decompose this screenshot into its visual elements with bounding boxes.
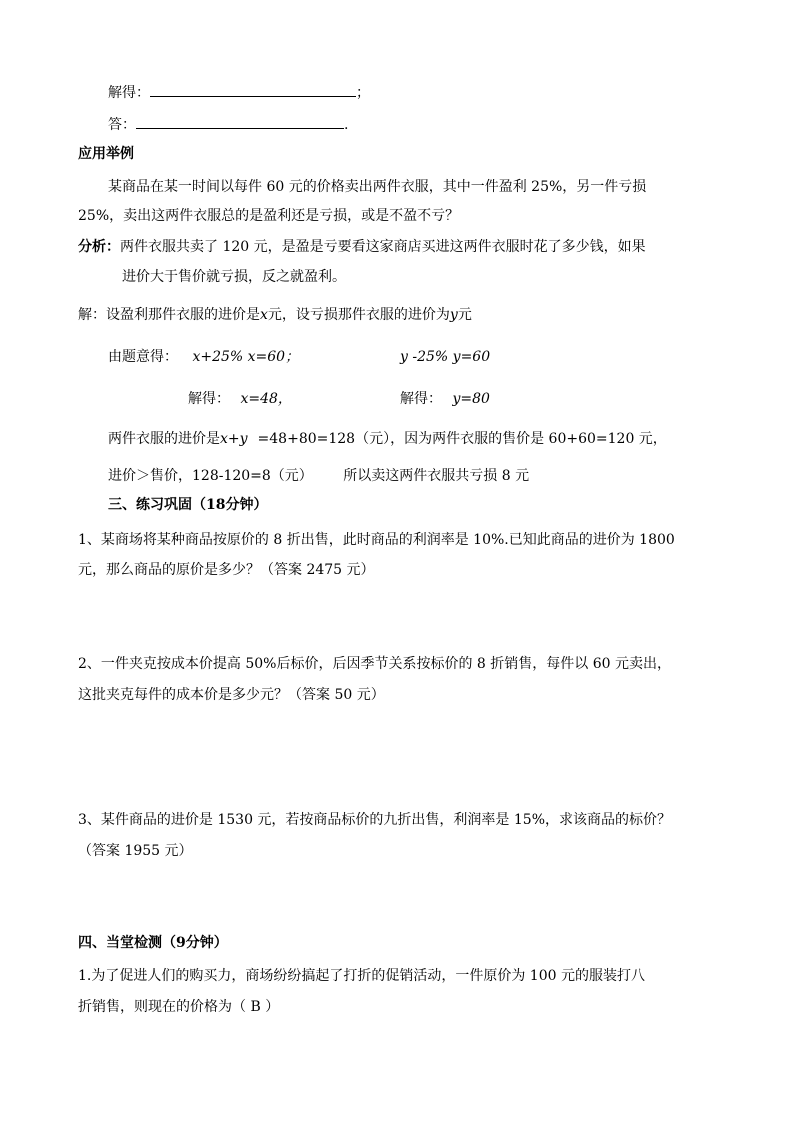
equation-2: y -25% y=60	[400, 349, 491, 365]
cost-text-a: 两件衣服的进价是	[108, 431, 220, 447]
cost-xy: x+y	[220, 431, 248, 447]
practice-q1-line-2: 元，那么商品的原价是多少？（答案 2475 元）	[78, 562, 375, 578]
example-heading: 应用举例	[78, 146, 134, 162]
cost-text-b: =48+80=128（元），因为两件衣服的售价是 60+60=120 元，	[257, 431, 667, 447]
test-q1-line-1: 1.为了促进人们的购买力，商场纷纷搞起了打折的促销活动，一件原价为 100 元的服装打八	[78, 968, 645, 984]
cost-line	[108, 429, 667, 449]
solve-blank[interactable]	[150, 82, 356, 97]
sol-label-2: 解得：	[400, 391, 442, 407]
solution-setup	[78, 305, 472, 325]
solution-1	[188, 389, 292, 409]
conclusion-b: 所以卖这两件衣服共亏损 8 元	[343, 468, 530, 484]
practice-q2-line-2: 这批夹克每件的成本价是多少元？（答案 50 元）	[78, 687, 385, 703]
example-problem-line-2: 25%，卖出这两件衣服总的是盈利还是亏损，或是不盈不亏？	[78, 208, 460, 224]
analysis-line-2: 进价大于售价就亏损，反之就盈利。	[122, 269, 346, 285]
conclusion-line	[108, 466, 529, 486]
test-heading: 四、当堂检测（9分钟）	[78, 935, 228, 951]
sol-value-1: x=48，	[240, 391, 292, 407]
answer-label: 答：	[108, 117, 136, 133]
practice-q1-line-1: 1、某商场将某种商品按原价的 8 折出售，此时商品的利润率是 10%.已知此商品的进价为 1800	[78, 532, 675, 548]
answer-end: .	[344, 117, 349, 133]
solution-2	[400, 389, 490, 409]
analysis-line-1	[78, 237, 646, 257]
practice-heading: 三、练习巩固（18分钟）	[108, 497, 268, 513]
analysis-text-1: 两件衣服共卖了 120 元，是盈是亏要看这家商店买进这两件衣服时花了多少钱，如果	[120, 239, 646, 255]
var-y: y	[449, 307, 458, 323]
sol-value-2: y=80	[452, 391, 490, 407]
test-q1-line-2: 折销售，则现在的价格为（ B ）	[78, 999, 280, 1015]
equation-1: x+25% x=60；	[192, 349, 300, 365]
sol-label-1: 解得：	[188, 391, 230, 407]
answer-blank[interactable]	[136, 114, 344, 129]
solution-setup-a: 解：设盈利那件衣服的进价是	[78, 307, 260, 323]
practice-q3-line-1: 3、某件商品的进价是 1530 元，若按商品标价的九折出售，利润率是 15%，求该商品的标价？	[78, 812, 672, 828]
solve-label: 解得：	[108, 85, 150, 101]
practice-q3-line-2: （答案 1955 元）	[78, 843, 193, 859]
solve-end: ；	[356, 85, 370, 101]
solution-setup-c: 元	[457, 307, 472, 323]
analysis-label: 分析：	[78, 239, 120, 255]
var-x: x	[260, 307, 268, 323]
example-problem-line-1: 某商品在某一时间以每件 60 元的价格卖出两件衣服，其中一件盈利 25%，另一件亏损	[108, 179, 647, 195]
practice-q2-line-1: 2、一件夹克按成本价提高 50%后标价，后因季节关系按标价的 8 折销售，每件以 60 元卖出，	[78, 656, 671, 672]
conclusion-a: 进价＞售价，128-120=8（元）	[108, 468, 313, 484]
answer-blank-line	[108, 114, 348, 135]
solve-blank-line	[108, 82, 370, 103]
equation-row	[108, 347, 299, 367]
eq-intro: 由题意得：	[108, 349, 178, 365]
solution-setup-b: 元，设亏损那件衣服的进价为	[267, 307, 450, 323]
